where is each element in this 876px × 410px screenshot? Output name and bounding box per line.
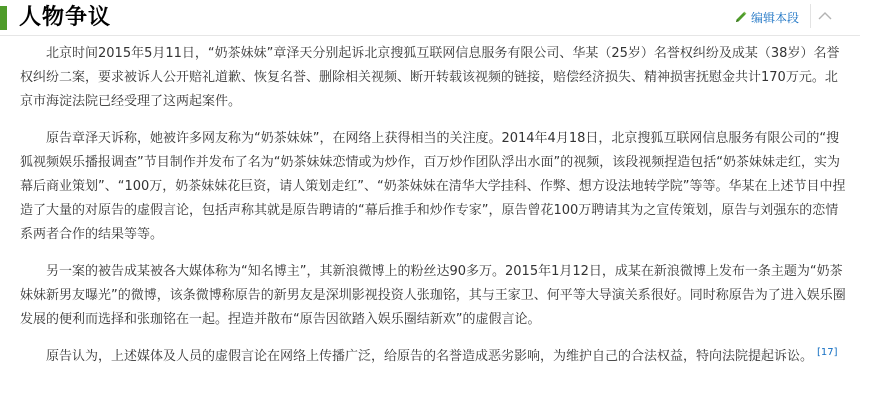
- paragraph-4: [20, 345, 850, 369]
- paragraph-4-text: 原告认为，上述媒体及人员的虚假言论在网络上传播广泛，给原告的名誉造成恶劣影响，为维护自己的合法权益，特向法院提起诉讼。: [46, 349, 814, 364]
- citation-link[interactable]: [17]: [817, 346, 838, 358]
- paragraph-2: 原告章泽天诉称，她被许多网友称为“奶茶妹妹”，在网络上获得相当的关注度。2014年4月18日，北京搜狐互联网信息服务有限公司的“搜狐视频娱乐播报调查”节目制作并发布了名为“奶茶妹妹恋情或为炒作，百万炒作团队浮出水面”的视频，该段视频捏造包括“奶茶妹妹走红，实为幕后商业策划”、“100万，奶茶妹妹花巨资，请人策划走红”、“奶茶妹妹在清华大学挂科、作弊、想方设法地转学院”等等。华某在上述节目中捏造了大量的对原告的虚假言论，包括声称其就是原告聘请的“幕后推手和炒作专家”，原告曾花100万聘请其为之宣传策划，原告与刘强东的恋情系两者合作的结果等等。: [20, 131, 846, 242]
- chevron-up-icon: [815, 5, 835, 27]
- edit-section-link[interactable]: [735, 8, 799, 26]
- section-title: 人物争议: [19, 5, 112, 30]
- paragraph-3: 另一案的被告成某被各大媒体称为“知名博主”，其新浪微博上的粉丝达90多万。2015年1月12日，成某在新浪微博上发布一条主题为“奶茶妹妹新男友曝光”的微博，该条微博称原告的新男友是深圳影视投资人张珈铭，其与王家卫、何平等大导演关系很好。同时称原告为了进入娱乐圈发展的便利而选择和张珈铭在一起。捏造并散布“原告因欲踏入娱乐圈结新欢”的虚假言论。: [20, 264, 846, 327]
- header-divider: [810, 4, 811, 28]
- section-accent-bar: [0, 6, 7, 30]
- paragraph-1: 北京时间2015年5月11日，“奶茶妹妹”章泽天分别起诉北京搜狐互联网信息服务有限公司、华某（25岁）名誉权纠纷及成某（38岁）名誉权纠纷二案，要求被诉人公开赔礼道歉、恢复名誉、删除相关视频、断开转载该视频的链接，赔偿经济损失、精神损害抚慰金共计170万元。北京市海淀法院已经受理了这两起案件。: [20, 46, 840, 109]
- collapse-section-button[interactable]: [815, 5, 835, 27]
- section-header: [0, 0, 860, 36]
- section-content: [20, 42, 850, 382]
- edit-section-label: 编辑本段: [751, 10, 800, 25]
- pencil-icon: [735, 11, 747, 23]
